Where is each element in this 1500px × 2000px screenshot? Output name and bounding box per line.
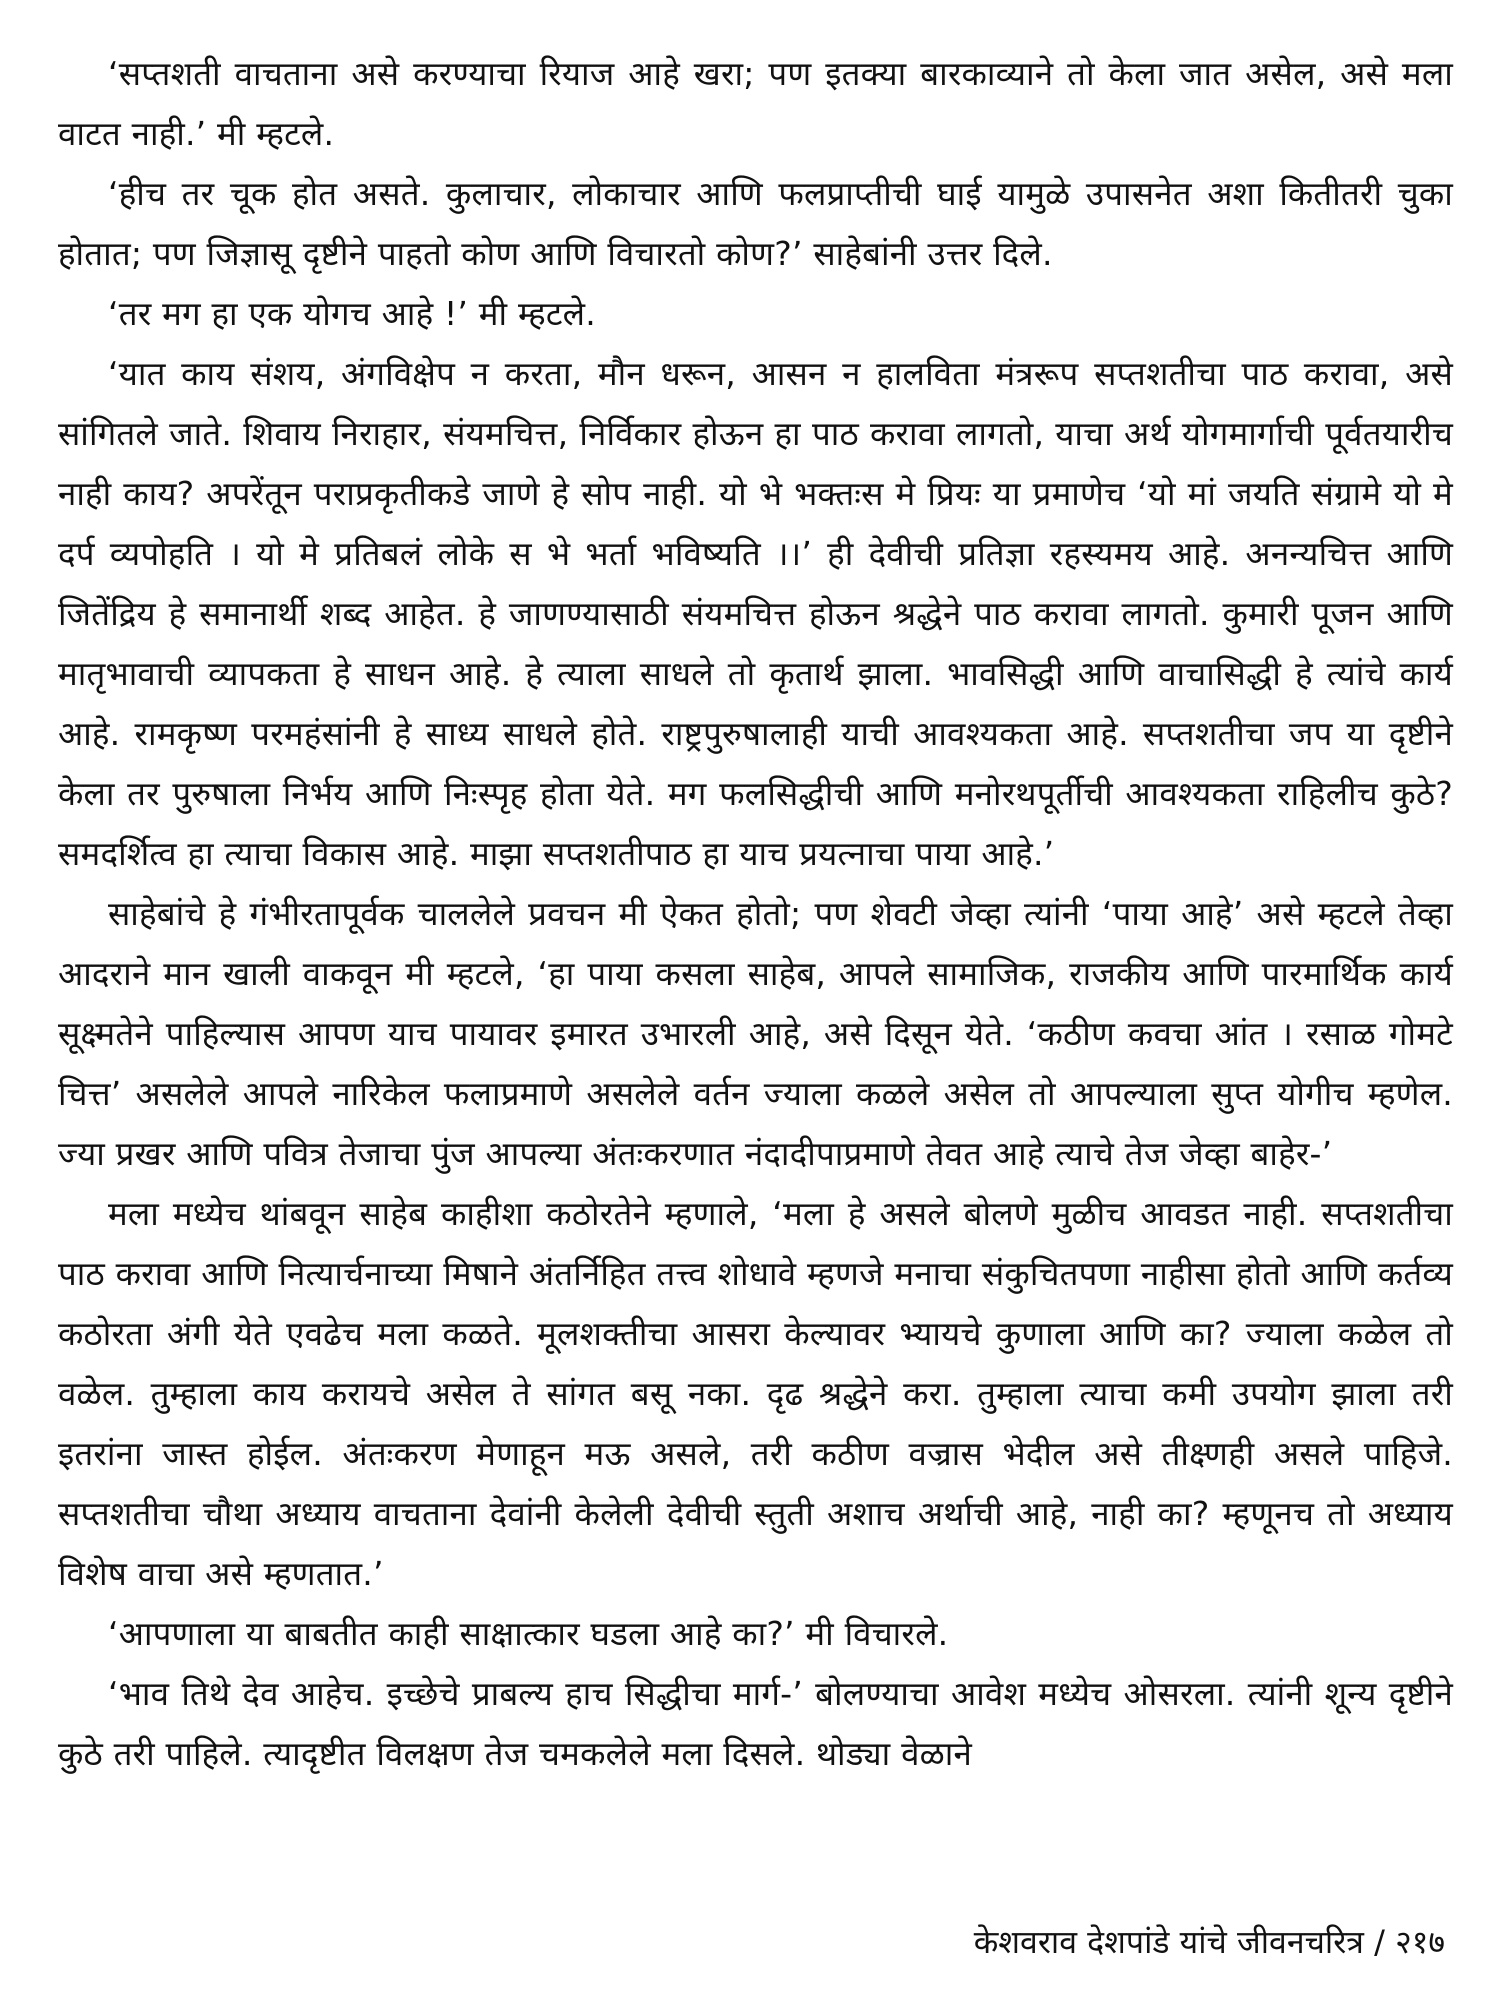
footer-separator: / bbox=[1374, 1923, 1385, 1961]
page-footer bbox=[974, 1920, 1445, 1964]
paragraph-7: ‘आपणाला या बाबतीत काही साक्षात्कार घडला आहे का?’ मी विचारले. bbox=[108, 1614, 949, 1653]
page-body bbox=[58, 44, 1453, 1784]
paragraph-4: ‘यात काय संशय, अंगविक्षेप न करता, मौन धरून, आसन न हालविता मंत्ररूप सप्तशतीचा पाठ करावा, असे सांगितले जाते. शिवाय निराहार, संयमचित्त, निर्विकार होऊन हा पाठ करावा लागतो, याचा अर्थ योगमार्गाची पूर्वतयारीच नाही काय? अपरेंतून पराप्रकृतीकडे जाणे हे सोप नाही. यो भे भक्तःस मे प्रियः या प्रमाणेच ‘यो मां जयति संग्रामे यो मे दर्प व्यपोहति । यो मे प्रतिबलं लोके स भे भर्ता भविष्यति ।।’ ही देवीची प्रतिज्ञा रहस्यमय आहे. अनन्यचित्त आणि जितेंद्रिय हे समानार्थी शब्द आहेत. हे जाणण्यासाठी संयमचित्त होऊन श्रद्धेने पाठ करावा लागतो. कुमारी पूजन आणि मातृभावाची व्यापकता हे साधन आहे. हे त्याला साधले तो कृतार्थ झाला. भावसिद्धी आणि वाचासिद्धी हे त्यांचे कार्य आहे. रामकृष्ण परमहंसांनी हे साध्य साधले होते. राष्ट्रपुरुषालाही याची आवश्यकता आहे. सप्तशतीचा जप या दृष्टीने केला तर पुरुषाला निर्भय आणि निःस्पृह होता येते. मग फलसिद्धीची आणि मनोरथपूर्तीची आवश्यकता राहिलीच कुठे? समदर्शित्व हा त्याचा विकास आहे. माझा सप्तशतीपाठ हा याच प्रयत्नाचा पाया आहे.’ bbox=[58, 354, 1453, 873]
paragraph-3: ‘तर मग हा एक योगच आहे !’ मी म्हटले. bbox=[108, 294, 596, 333]
paragraph-1: ‘सप्तशती वाचताना असे करण्याचा रियाज आहे खरा; पण इतक्या बारकाव्याने तो केला जात असेल, असे मला वाटत नाही.’ मी म्हटले. bbox=[58, 54, 1453, 153]
paragraph-5: साहेबांचे हे गंभीरतापूर्वक चाललेले प्रवचन मी ऐकत होतो; पण शेवटी जेव्हा त्यांनी ‘पाया आहे’ असे म्हटले तेव्हा आदराने मान खाली वाकवून मी म्हटले, ‘हा पाया कसला साहेब, आपले सामाजिक, राजकीय आणि पारमार्थिक कार्य सूक्ष्मतेने पाहिल्यास आपण याच पायावर इमारत उभारली आहे, असे दिसून येते. ‘कठीण कवचा आंत । रसाळ गोमटे चित्त’ असलेले आपले नारिकेल फलाप्रमाणे असलेले वर्तन ज्याला कळले असेल तो आपल्याला सुप्त योगीच म्हणेल. ज्या प्रखर आणि पवित्र तेजाचा पुंज आपल्या अंतःकरणात नंदादीपाप्रमाणे तेवत आहे त्याचे तेज जेव्हा बाहेर-’ bbox=[58, 894, 1453, 1173]
paragraph-2: ‘हीच तर चूक होत असते. कुलाचार, लोकाचार आणि फलप्राप्तीची घाई यामुळे उपासनेत अशा कितीतरी चुका होतात; पण जिज्ञासू दृष्टीने पाहतो कोण आणि विचारतो कोण?’ साहेबांनी उत्तर दिले. bbox=[58, 174, 1453, 273]
paragraph-8: ‘भाव तिथे देव आहेच. इच्छेचे प्राबल्य हाच सिद्धीचा मार्ग-’ बोलण्याचा आवेश मध्येच ओसरला. त्यांनी शून्य दृष्टीने कुठे तरी पाहिले. त्यादृष्टीत विलक्षण तेज चमकलेले मला दिसले. थोड्या वेळाने bbox=[58, 1674, 1453, 1773]
footer-book-title: केशवराव देशपांडे यांचे जीवनचरित्र bbox=[973, 1923, 1364, 1961]
footer-page-number: २१७ bbox=[1395, 1923, 1445, 1961]
paragraph-6: मला मध्येच थांबवून साहेब काहीशा कठोरतेने म्हणाले, ‘मला हे असले बोलणे मुळीच आवडत नाही. सप्तशतीचा पाठ करावा आणि नित्यार्चनाच्या मिषाने अंतर्निहित तत्त्व शोधावे म्हणजे मनाचा संकुचितपणा नाहीसा होतो आणि कर्तव्य कठोरता अंगी येते एवढेच मला कळते. मूलशक्तीचा आसरा केल्यावर भ्यायचे कुणाला आणि का? ज्याला कळेल तो वळेल. तुम्हाला काय करायचे असेल ते सांगत बसू नका. दृढ श्रद्धेने करा. तुम्हाला त्याचा कमी उपयोग झाला तरी इतरांना जास्त होईल. अंतःकरण मेणाहून मऊ असले, तरी कठीण वज्रास भेदील असे तीक्ष्णही असले पाहिजे. सप्तशतीचा चौथा अध्याय वाचताना देवांनी केलेली देवीची स्तुती अशाच अर्थाची आहे, नाही का? म्हणूनच तो अध्याय विशेष वाचा असे म्हणतात.’ bbox=[58, 1194, 1453, 1593]
